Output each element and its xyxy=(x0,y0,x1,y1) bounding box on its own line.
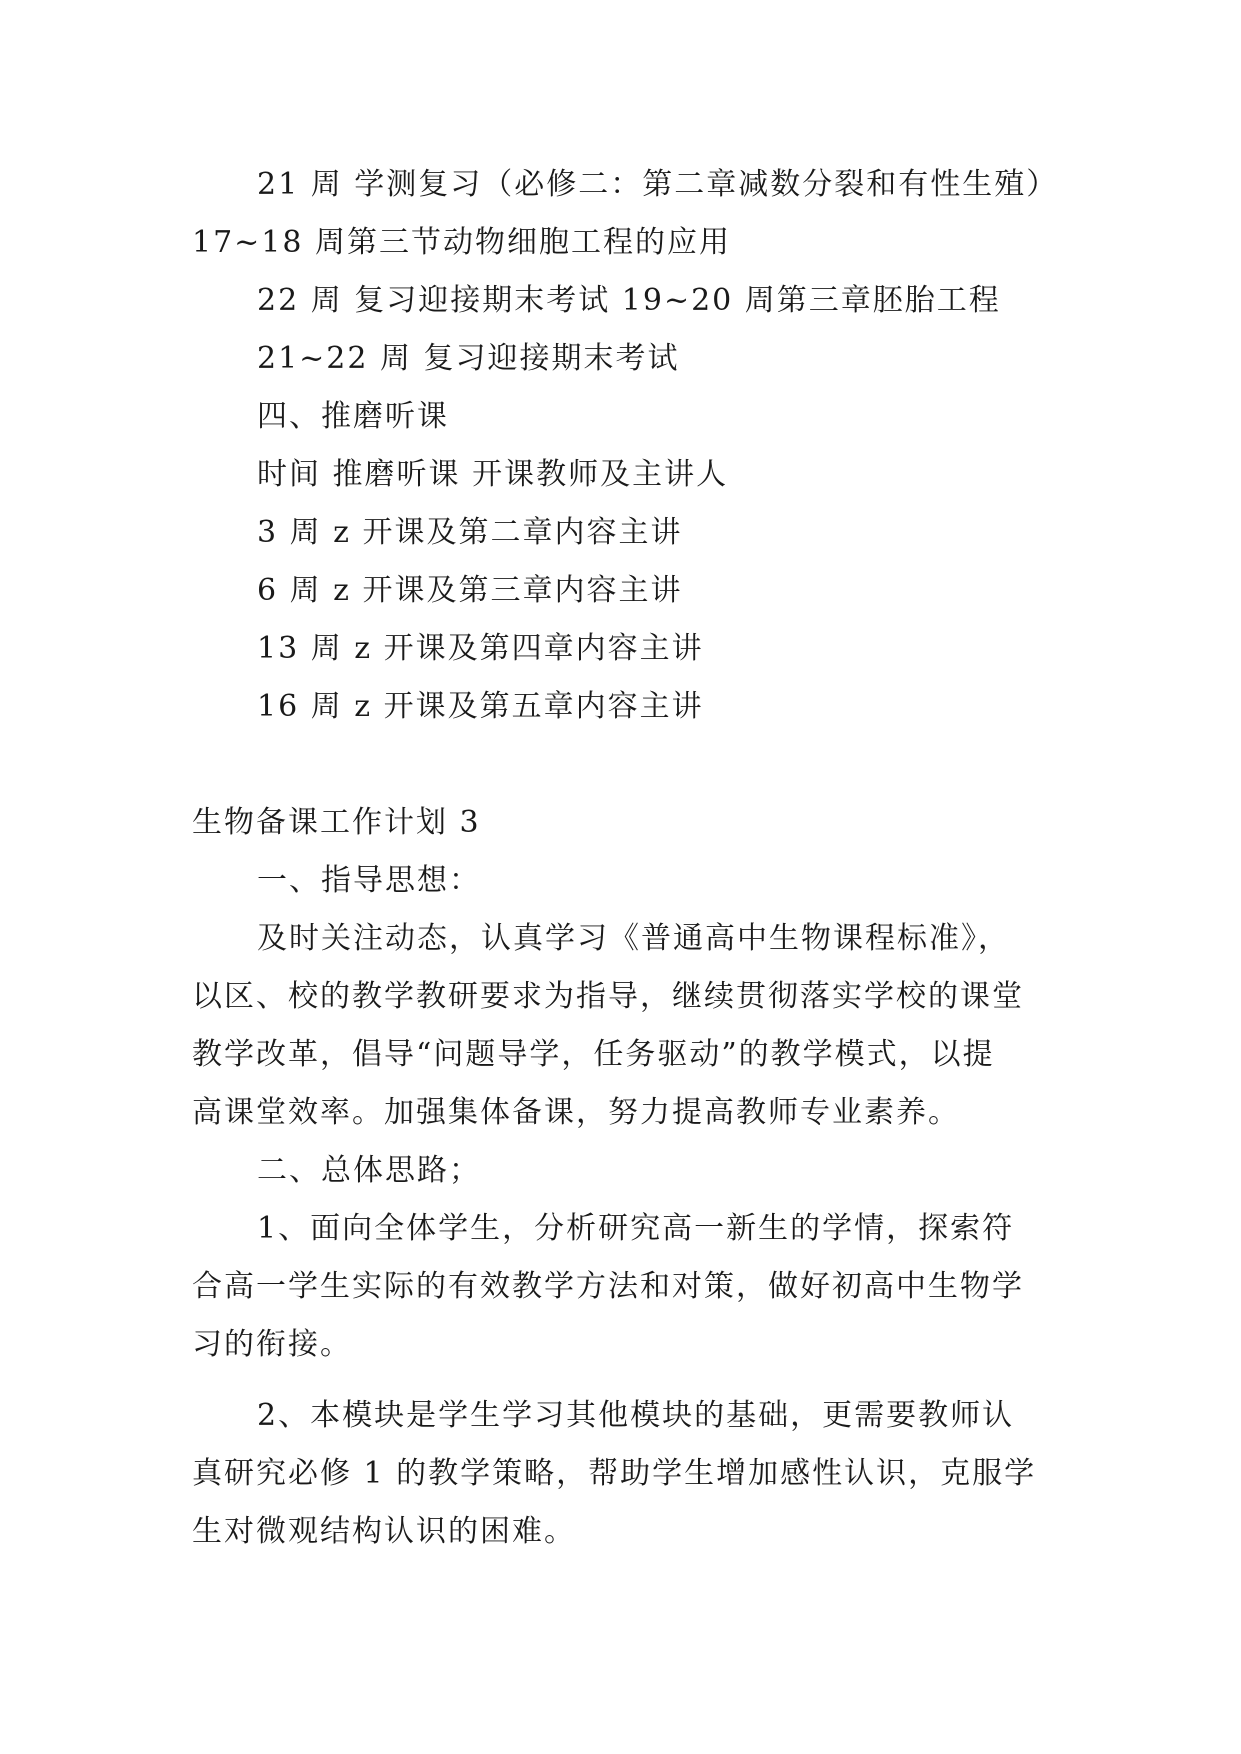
document-title: 生物备课工作计划 3 xyxy=(192,805,481,840)
paragraph-line: 生对微观结构认识的困难。 xyxy=(192,1514,576,1549)
schedule-line-week17-18: 17~18 周第三节动物细胞工程的应用 xyxy=(192,225,732,260)
section-heading-lecture-rotation: 四、推磨听课 xyxy=(257,399,449,434)
paragraph-line: 合高一学生实际的有效教学方法和对策，做好初高中生物学 xyxy=(192,1269,1024,1304)
schedule-line-week21-22: 21~22 周 复习迎接期末考试 xyxy=(257,341,680,376)
paragraph-line: 习的衔接。 xyxy=(192,1327,352,1362)
section-heading-overall-approach: 二、总体思路； xyxy=(257,1153,481,1188)
paragraph-line: 及时关注动态，认真学习《普通高中生物课程标准》， xyxy=(257,921,1010,956)
paragraph-line: 以区、校的教学教研要求为指导，继续贯彻落实学校的课堂 xyxy=(192,979,1024,1014)
schedule-line-week22: 22 周 复习迎接期末考试 19~20 周第三章胚胎工程 xyxy=(257,283,1001,318)
lecture-row-week3: 3 周 z 开课及第二章内容主讲 xyxy=(257,515,683,550)
lecture-table-header: 时间 推磨听课 开课教师及主讲人 xyxy=(257,457,729,492)
paragraph-line: 1、面向全体学生，分析研究高一新生的学情，探索符 xyxy=(257,1211,1015,1246)
schedule-line-week21: 21 周 学测复习（必修二：第二章减数分裂和有性生殖） xyxy=(257,167,1059,202)
paragraph-line: 真研究必修 1 的教学策略，帮助学生增加感性认识，克服学 xyxy=(192,1456,1037,1491)
lecture-row-week16: 16 周 z 开课及第五章内容主讲 xyxy=(257,689,704,724)
lecture-row-week6: 6 周 z 开课及第三章内容主讲 xyxy=(257,573,683,608)
lecture-row-week13: 13 周 z 开课及第四章内容主讲 xyxy=(257,631,704,666)
section-heading-guiding-ideology: 一、指导思想： xyxy=(257,863,481,898)
paragraph-line: 高课堂效率。加强集体备课，努力提高教师专业素养。 xyxy=(192,1095,960,1130)
paragraph-line: 教学改革，倡导“问题导学，任务驱动”的教学模式，以提 xyxy=(192,1037,995,1072)
paragraph-line: 2、本模块是学生学习其他模块的基础，更需要教师认 xyxy=(257,1398,1015,1433)
